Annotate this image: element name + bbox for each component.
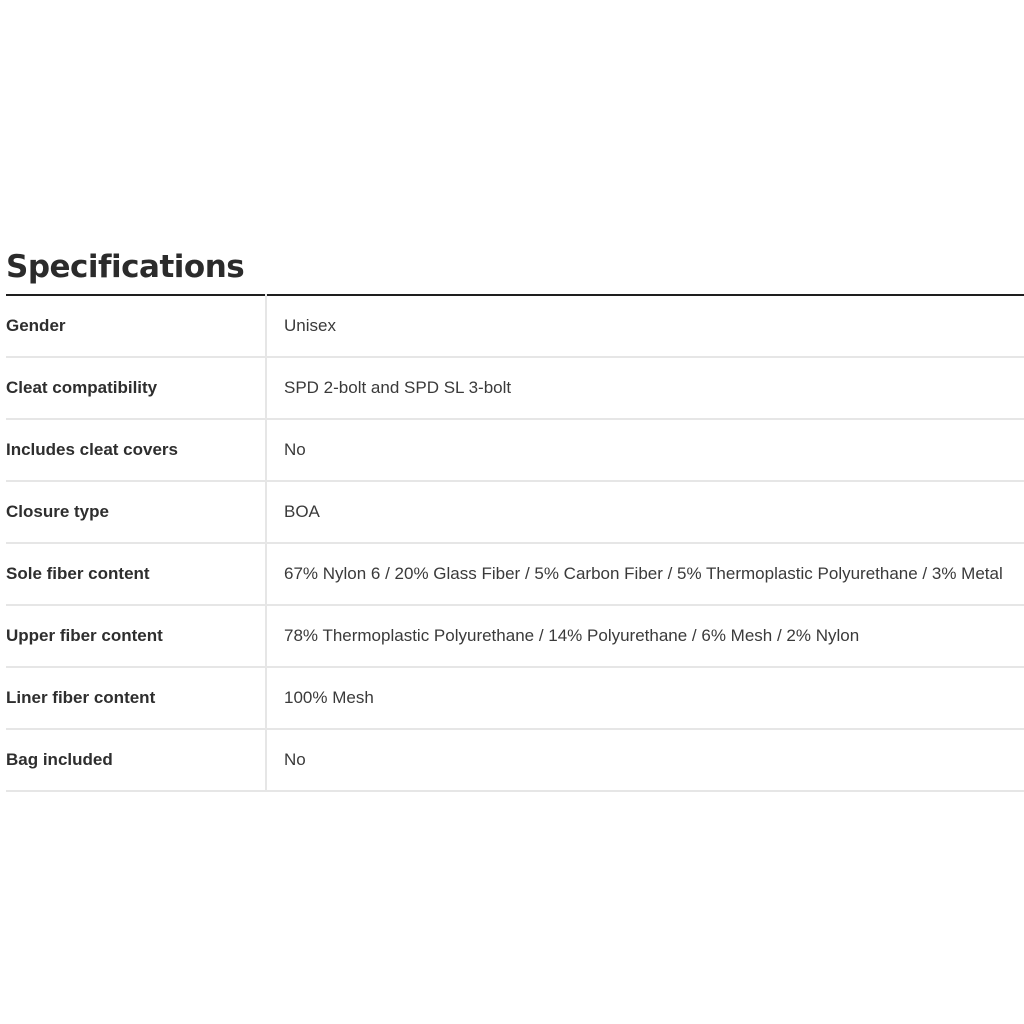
- spec-value: No: [266, 729, 1024, 791]
- spec-value: 100% Mesh: [266, 667, 1024, 729]
- spec-value: Unisex: [266, 295, 1024, 357]
- table-row: [6, 729, 1024, 791]
- spec-label: Bag included: [6, 729, 266, 791]
- spec-label: Liner fiber content: [6, 667, 266, 729]
- spec-value: 67% Nylon 6 / 20% Glass Fiber / 5% Carbon Fiber / 5% Thermoplastic Polyurethane / 3% Metal: [266, 543, 1024, 605]
- table-row: [6, 543, 1024, 605]
- spec-label: Upper fiber content: [6, 605, 266, 667]
- spec-label: Gender: [6, 295, 266, 357]
- table-row: [6, 605, 1024, 667]
- spec-label: Cleat compatibility: [6, 357, 266, 419]
- spec-value: SPD 2-bolt and SPD SL 3-bolt: [266, 357, 1024, 419]
- page-title: Specifications: [6, 249, 245, 285]
- specifications-table: [6, 294, 1024, 792]
- table-row: [6, 419, 1024, 481]
- spec-value: No: [266, 419, 1024, 481]
- table-row: [6, 481, 1024, 543]
- spec-value: 78% Thermoplastic Polyurethane / 14% Polyurethane / 6% Mesh / 2% Nylon: [266, 605, 1024, 667]
- spec-value: BOA: [266, 481, 1024, 543]
- spec-label: Sole fiber content: [6, 543, 266, 605]
- spec-label: Includes cleat covers: [6, 419, 266, 481]
- spec-label: Closure type: [6, 481, 266, 543]
- table-row: [6, 357, 1024, 419]
- table-row: [6, 667, 1024, 729]
- table-row: [6, 295, 1024, 357]
